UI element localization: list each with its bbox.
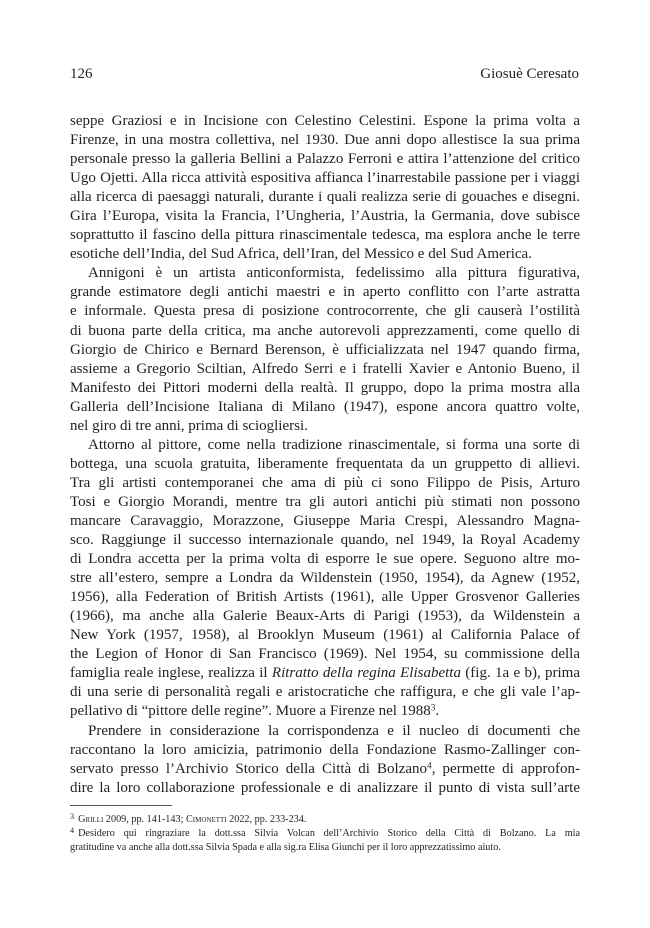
text-line: soprattutto il fascino della pittura rinascimentale tedesca, ma esplora anche le terre: [70, 227, 580, 244]
text-line: Attorno al pittore, come nella tradizione rinascimentale, si forma una sorte di: [88, 436, 580, 453]
footnote-4-continued: gratitudine va anche alla dott.ssa Silvia Spada e alla sig.ra Elisa Giunchi per il loro apprezzatissimo aiuto.: [70, 842, 501, 854]
text-line: raccontano la loro amicizia, patrimonio della Fondazione Rasmo-Zallinger con-: [70, 741, 580, 758]
text-line: Giorgio de Chirico e Bernard Berenson, è ufficializzata nel 1947 quando firma,: [70, 341, 580, 358]
text-line: personale presso la galleria Bellini a Palazzo Ferroni e attira l’attenzione del critico: [70, 151, 580, 168]
footnote-marker: 3: [70, 812, 75, 822]
text-line: Gira l’Europa, visita la Francia, l’Ungheria, l’Austria, la Germania, dove subisce: [70, 208, 580, 225]
text-span: famiglia reale inglese, realizza il: [70, 665, 268, 682]
text-line: grande estimatore degli antichi maestri e in aperto conflitto con l’arte astratta: [70, 284, 580, 301]
text-line: Firenze, in una mostra collettiva, nel 1930. Due anni dopo allestisce la sua prima: [70, 132, 580, 149]
footnotes: [70, 813, 580, 856]
text-line: nel giro di tre anni, prima di sciogliersi.: [70, 417, 308, 434]
text-line: [70, 702, 580, 721]
text-line: assieme a Gregorio Sciltian, Alfredo Serri e i fratelli Xavier e Antonio Bueno, il: [70, 360, 580, 377]
text-line: Tra gli artisti contemporanei che ama di più ci sono Filippo de Pisis, Arturo: [70, 474, 580, 491]
text-line: alla ricerca di paesaggi naturali, durante i quali realizza serie di gouaches e disegni.: [70, 189, 580, 206]
text-line: Tosi e Giorgio Morandi, mentre tra gli autori antichi più stimati non possono: [70, 493, 580, 510]
footnote-marker: 4: [70, 826, 75, 836]
footnote-reference: 4: [427, 760, 432, 771]
text-line: [70, 664, 580, 683]
text-line: seppe Graziosi e in Incisione con Celestino Celestini. Espone la prima volta a: [70, 113, 580, 129]
text-line: Annigoni è un artista anticonformista, fedelissimo alla pittura figurativa,: [88, 265, 580, 282]
text-line: di Londra accetta per la prima volta di esporre le sue opere. Seguono altre mo-: [70, 551, 580, 568]
running-head: Giosuè Ceresato: [480, 66, 579, 82]
text-line: Manifesto dei Pittori moderni della realtà. Il gruppo, dopo la prima mostra alla: [70, 379, 580, 396]
text-line: [70, 760, 580, 779]
text-line: stre all’estero, sempre a Londra da Wildenstein (1950, 1954), da Agnew (1952,: [70, 570, 580, 587]
text-line: esotiche dell’India, del Sud Africa, dell’Iran, del Messico e del Sud America.: [70, 246, 532, 263]
artwork-title: Ritratto della regina Elisabetta: [271, 665, 461, 682]
text-span: servato presso l’Archivio Storico della Città di Bolzano: [70, 760, 428, 777]
text-line: sco. Raggiunge il successo internazionale quando, nel 1949, la Royal Academy: [70, 532, 580, 549]
footnote-3: [70, 813, 580, 827]
footnote-text: Desidero qui ringraziare la dott.ssa Silvia Volcan dell’Archivio Storico della Città di Bolzano. La mia: [78, 828, 580, 840]
citation-author: Cimonetti: [185, 814, 227, 825]
page-number: 126: [70, 66, 93, 82]
citation-author: Grilli: [78, 814, 104, 825]
main-text: [70, 112, 580, 798]
text-span: , permette di approfon-: [431, 760, 580, 777]
text-line: mancare Caravaggio, Morazzone, Giuseppe Maria Crespi, Alessandro Magna-: [70, 512, 580, 529]
citation-text: 2009, pp. 141-143;: [103, 814, 186, 825]
text-line: Ugo Ojetti. Alla ricca attività espositiva affianca l’inarrestabile passione per i viaggi: [70, 170, 580, 187]
text-line: di buona parte della critica, ma anche autorevoli apprezzamenti, come quello di: [70, 322, 580, 339]
text-line: the Legion of Honor di San Francisco (1969). Nel 1954, su commissione della: [70, 646, 580, 663]
text-line: e informale. Questa presa di posizione controcorrente, che gli causerà l’ostilità: [70, 303, 580, 320]
text-line: 1956), alla Federation of British Artists (1961), alle Upper Grosvenor Galleries: [70, 589, 580, 606]
text-span: (fig. 1a e b), prima: [465, 665, 581, 682]
text-line: bottega, una scuola gratuita, liberamente frequentata da un gruppetto di allievi.: [70, 455, 580, 472]
text-line: Prendere in considerazione la corrispondenza e il nucleo di documenti che: [88, 722, 580, 739]
text-line: dire la loro collaborazione professionale e di analizzare il punto di vista sull’arte: [70, 779, 580, 796]
text-line: di una serie di personalità regali e aristocratiche che raffigura, e che gli vale l’ap-: [70, 684, 580, 701]
text-span: .: [435, 703, 440, 720]
citation-text: 2022, pp. 233-234.: [226, 814, 307, 825]
text-line: (1966), ma anche alla Galerie Beaux-Arts di Parigi (1953), da Wildenstein a: [70, 608, 580, 625]
text-line: New York (1957, 1958), al Brooklyn Museum (1961) al California Palace of: [70, 627, 580, 644]
footnote-4: [70, 827, 580, 841]
text-span: pellativo di “pittore delle regine”. Muore a Firenze nel 1988: [70, 703, 431, 720]
text-line: Galleria dell’Incisione Italiana di Milano (1947), espone ancora quattro volte,: [70, 398, 580, 415]
footnote-rule: [70, 805, 172, 806]
footnote-reference: 3: [430, 703, 436, 714]
